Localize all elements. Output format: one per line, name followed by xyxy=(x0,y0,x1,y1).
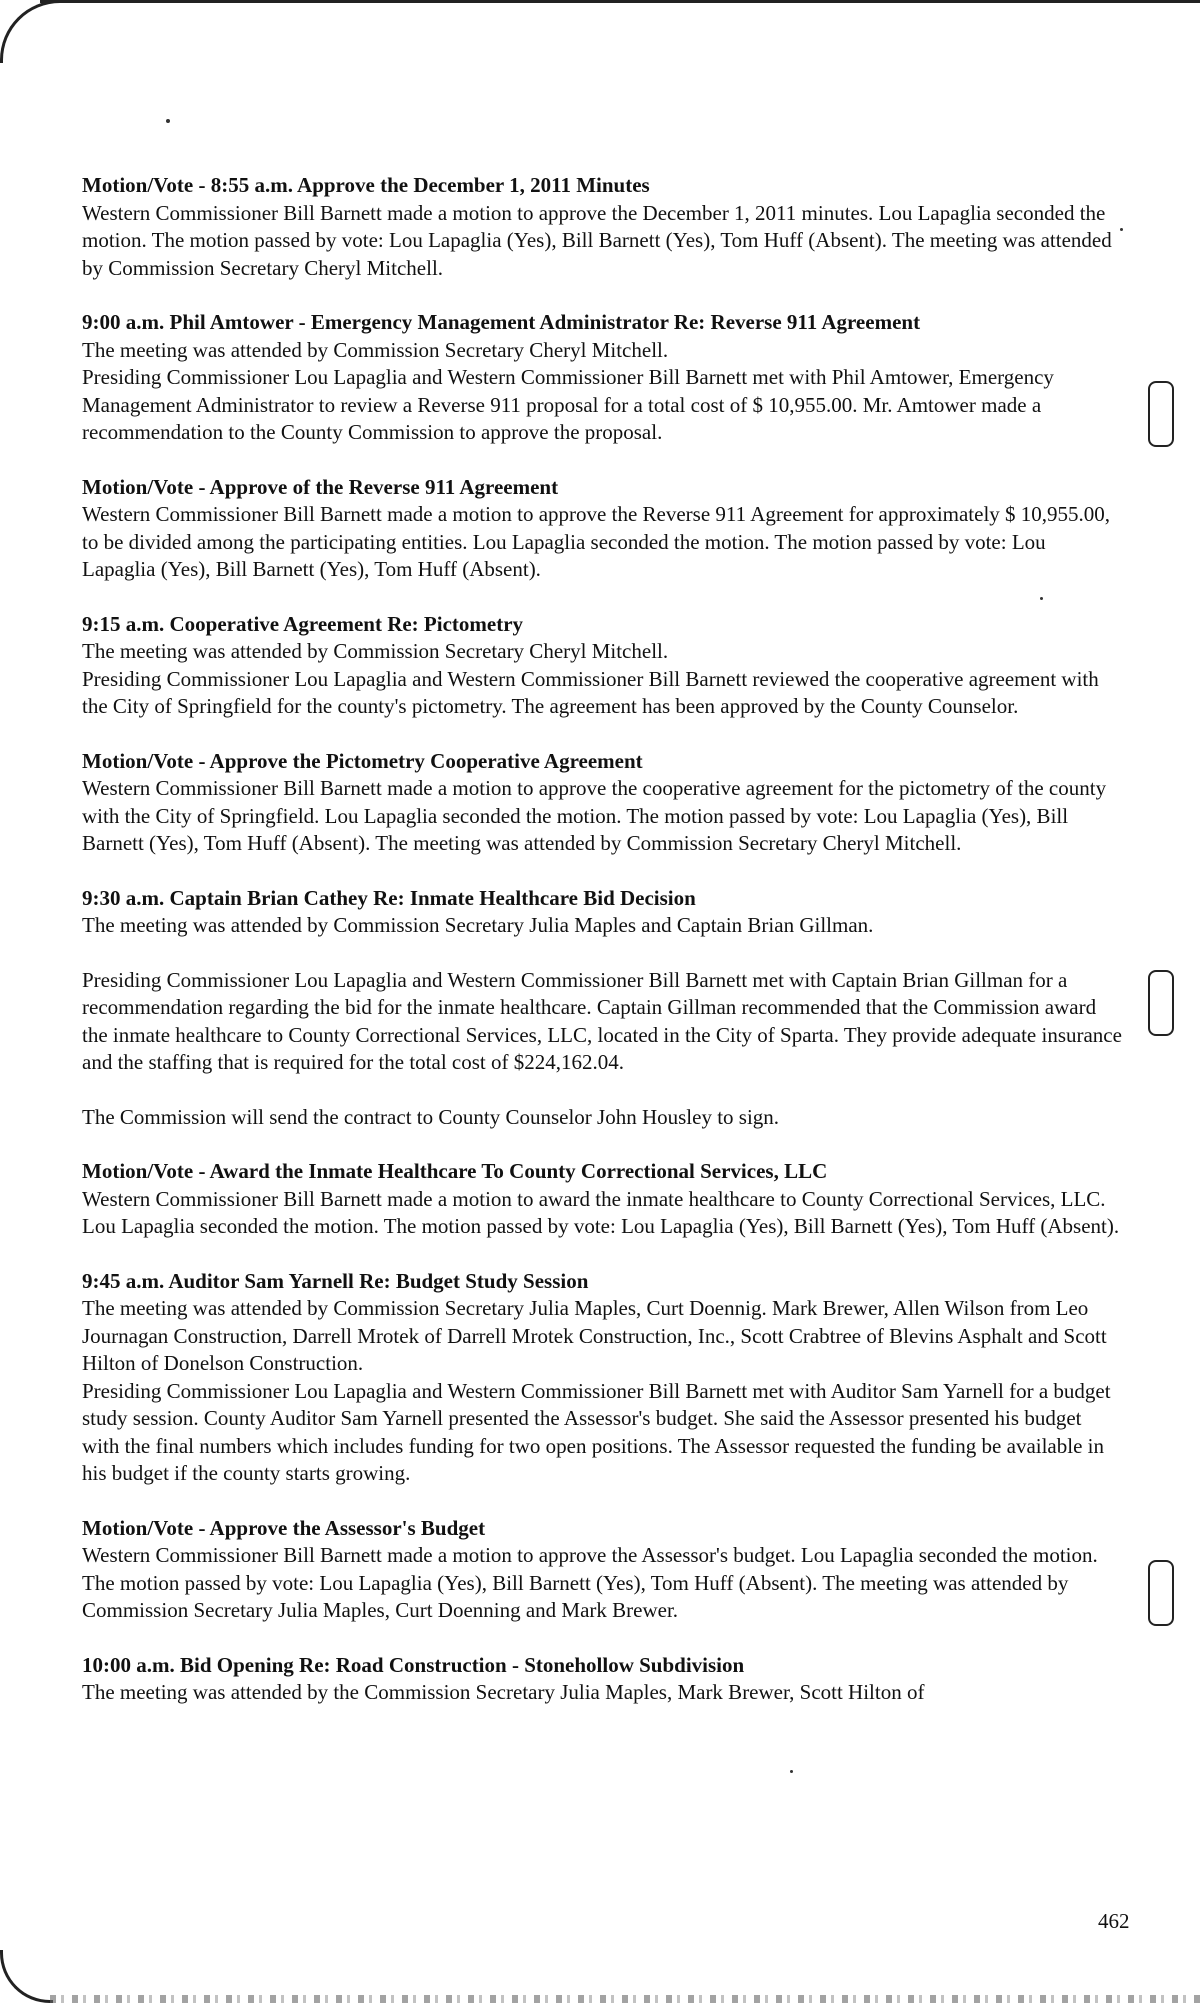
minutes-section xyxy=(82,885,1122,1132)
section-paragraph: The meeting was attended by Commission Secretary Cheryl Mitchell. xyxy=(82,639,669,663)
scan-border-bottom xyxy=(50,1995,1200,2003)
minutes-section xyxy=(82,1268,1122,1488)
minutes-section xyxy=(82,1652,1122,1707)
section-heading: Motion/Vote - Approve the Pictometry Cooperative Agreement xyxy=(82,748,643,773)
section-paragraph: Western Commissioner Bill Barnett made a motion to approve the cooperative agreement for the pictometry of the county with the City of Springfield. Lou Lapaglia seconded the motion. The motion passed by vote: Lou Lapaglia (Yes), Bill Barnett (Yes), Tom Huff (Absent). The meeting was attended by Commission Secretary Cheryl Mitchell. xyxy=(82,776,1107,855)
section-paragraph: Presiding Commissioner Lou Lapaglia and Western Commissioner Bill Barnett met with Captain Brian Gillman for a recommendation regarding the bid for the inmate healthcare. Captain Gillman recommended that the Commission award the inmate healthcare to County Correctional Services, LLC, located in the City of Sparta. They provide adequate insurance and the staffing that is required for the total cost of $224,162.04. xyxy=(82,967,1122,1074)
section-heading: 9:00 a.m. Phil Amtower - Emergency Management Administrator Re: Reverse 911 Agreement xyxy=(82,310,921,334)
section-paragraph: Presiding Commissioner Lou Lapaglia and Western Commissioner Bill Barnett reviewed the cooperative agreement with the City of Springfield for the county's pictometry. The agreement has been approved by the County Counselor. xyxy=(82,666,1099,718)
section-paragraph: The meeting was attended by Commission Secretary Julia Maples and Captain Brian Gillman. xyxy=(82,913,874,937)
section-paragraph: Western Commissioner Bill Barnett made a motion to approve the Reverse 911 Agreement for approximately $ 10,955.00, to be divided among the participating entities. Lou Lapaglia seconded the motion. The motion passed by vote: Lou Lapaglia (Yes), Bill Barnett (Yes), Tom Huff (Absent). xyxy=(82,502,1111,581)
minutes-section xyxy=(82,611,1122,721)
section-heading: Motion/Vote - Award the Inmate Healthcare To County Correctional Services, LLC xyxy=(82,1159,828,1183)
scan-border-corner xyxy=(0,1950,53,2003)
section-paragraph: Western Commissioner Bill Barnett made a motion to approve the Assessor's budget. Lou Lapaglia seconded the motion. The motion passed by vote: Lou Lapaglia (Yes), Bill Barnett (Yes), Tom Huff (Absent). The meeting was attended by Commission Secretary Julia Maples, Curt Doenning and Mark Brewer. xyxy=(82,1543,1098,1622)
section-paragraph: Presiding Commissioner Lou Lapaglia and Western Commissioner Bill Barnett met with Phil Amtower, Emergency Management Administrator to review a Reverse 911 proposal for a total cost of $ 10,955.00. Mr. Amtower made a recommendation to the County Commission to approve the proposal. xyxy=(82,365,1054,444)
minutes-section xyxy=(82,748,1122,858)
section-paragraph: The Commission will send the contract to County Counselor John Housley to sign. xyxy=(82,1104,780,1129)
section-heading: 9:30 a.m. Captain Brian Cathey Re: Inmate Healthcare Bid Decision xyxy=(82,885,696,910)
minutes-section xyxy=(82,172,1122,282)
section-heading: 10:00 a.m. Bid Opening Re: Road Construction - Stonehollow Subdivision xyxy=(82,1652,745,1677)
scan-border-top xyxy=(40,0,1200,3)
section-heading: Motion/Vote - Approve of the Reverse 911 Agreement xyxy=(82,474,559,499)
section-paragraph: Western Commissioner Bill Barnett made a motion to approve the December 1, 2011 minutes. Lou Lapaglia seconded the motion. The motion passed by vote: Lou Lapaglia (Yes), Bill Barnett (Yes), Tom Huff (Absent). The meeting was attended by Commission Secretary Cheryl Mitchell. xyxy=(82,200,1112,280)
page-number: 462 xyxy=(1098,1909,1130,1933)
section-heading: Motion/Vote - 8:55 a.m. Approve the December 1, 2011 Minutes xyxy=(82,173,650,197)
section-paragraph: The meeting was attended by Commission Secretary Julia Maples, Curt Doennig. Mark Brewer, Allen Wilson from Leo Journagan Construction, Darrell Mrotek of Darrell Mrotek Construction, Inc., Scott Crabtree of Blevins Asphalt and Scott Hilton of Donelson Construction. xyxy=(82,1296,1107,1375)
section-heading: 9:15 a.m. Cooperative Agreement Re: Pictometry xyxy=(82,611,524,636)
scan-border-corner xyxy=(0,0,63,63)
section-heading: 9:45 a.m. Auditor Sam Yarnell Re: Budget Study Session xyxy=(82,1268,589,1293)
section-paragraph: The meeting was attended by the Commission Secretary Julia Maples, Mark Brewer, Scott Hilton of xyxy=(82,1680,925,1704)
section-paragraph: Presiding Commissioner Lou Lapaglia and Western Commissioner Bill Barnett met with Auditor Sam Yarnell for a budget study session. County Auditor Sam Yarnell presented the Assessor's budget. She said the Assessor presented his budget with the final numbers which includes funding for two open positions. The Assessor requested the funding be available in his budget if the county starts growing. xyxy=(82,1378,1111,1485)
minutes-body xyxy=(82,172,1122,1734)
scan-speck xyxy=(790,1770,793,1773)
scan-speck xyxy=(166,119,170,123)
section-paragraph: The meeting was attended by Commission Secretary Cheryl Mitchell. xyxy=(82,337,669,362)
punch-hole xyxy=(1148,1560,1174,1626)
section-paragraph: Western Commissioner Bill Barnett made a motion to award the inmate healthcare to County Correctional Services, LLC. Lou Lapaglia seconded the motion. The motion passed by vote: Lou Lapaglia (Yes), Bill Barnett (Yes), Tom Huff (Absent). xyxy=(82,1186,1120,1238)
minutes-section xyxy=(82,1158,1122,1241)
minutes-section xyxy=(82,1515,1122,1625)
section-heading: Motion/Vote - Approve the Assessor's Budget xyxy=(82,1515,486,1540)
minutes-section xyxy=(82,309,1122,447)
punch-hole xyxy=(1148,970,1174,1036)
minutes-section xyxy=(82,474,1122,584)
punch-hole xyxy=(1148,381,1174,447)
